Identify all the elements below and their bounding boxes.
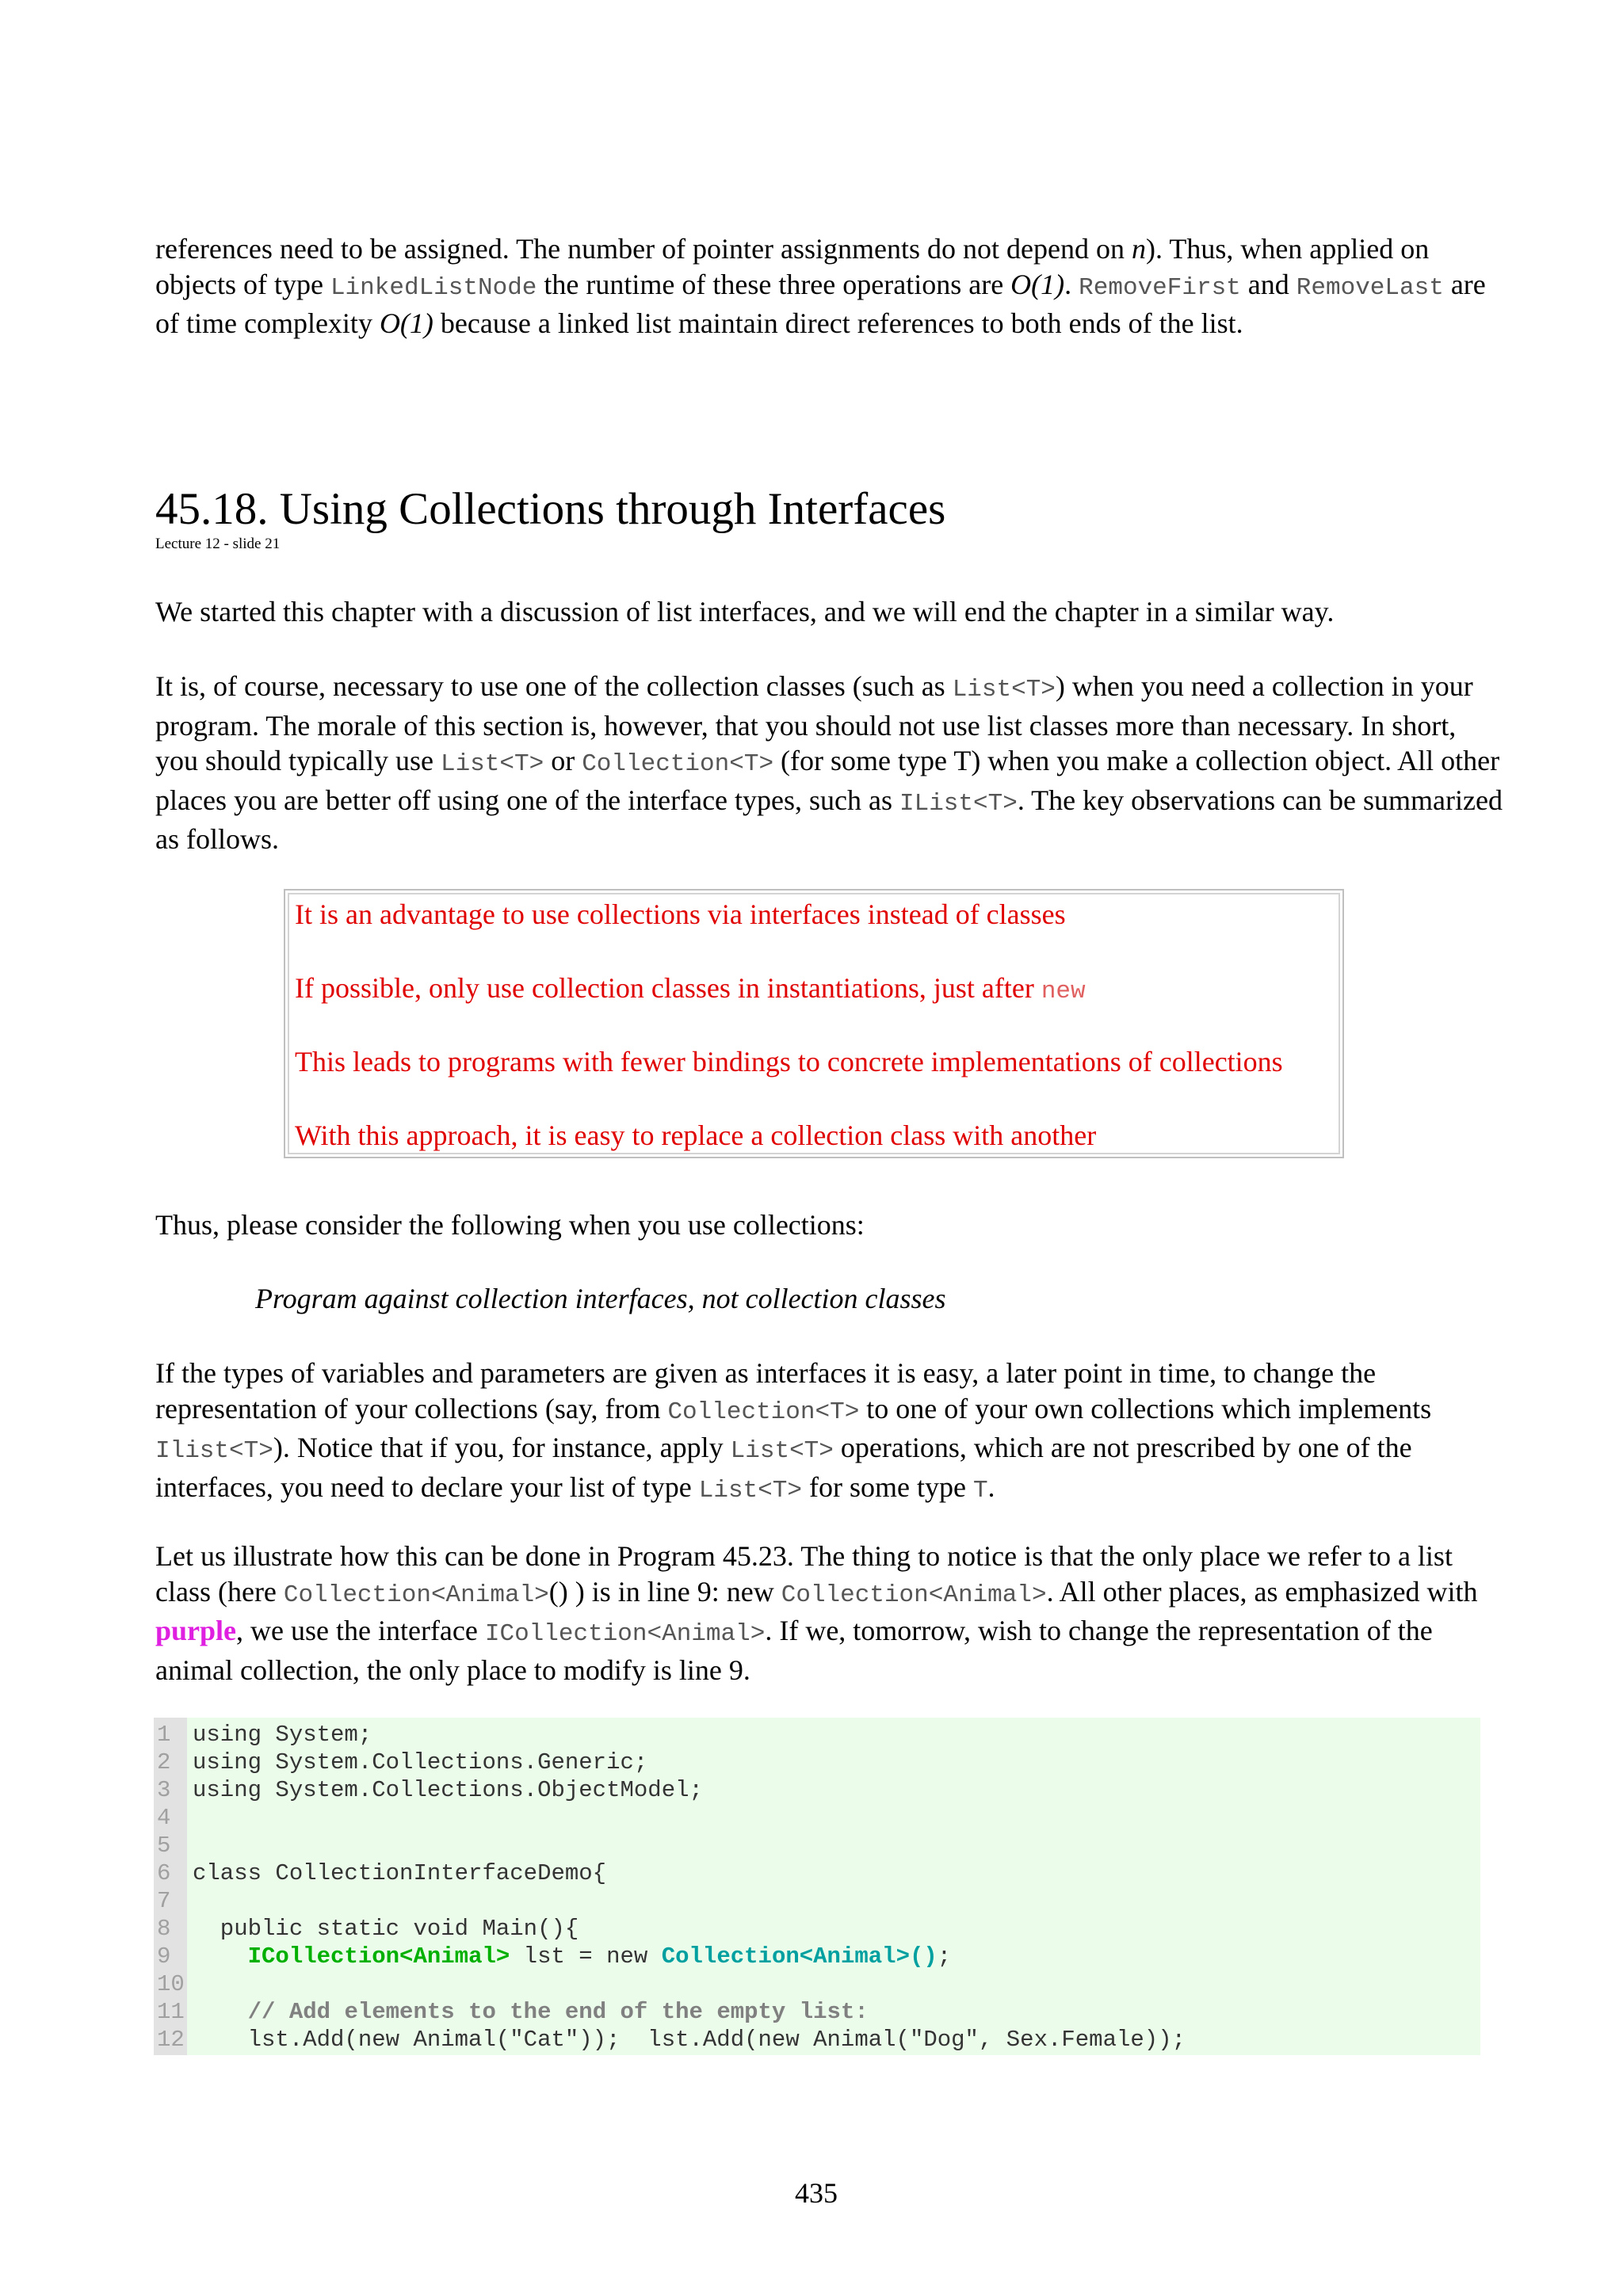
purple-emphasis: purple bbox=[155, 1615, 237, 1646]
program-listing bbox=[154, 1718, 1480, 2055]
principle-statement: Program against collection interfaces, not collection classes bbox=[255, 1283, 946, 1314]
paragraph-illustration: Let us illustrate how this can be done in Program 45.23. The thing to notice is that the only place we refer to a list class (here Collection<Animal>() ) is in line 9: new Collection<Animal>. All other places, as emphasized with purple, we use the interface ICollection<Animal>. If we, tomorrow, wish to change the representation of the animal collection, the only place to modify is line 9. bbox=[155, 1540, 1478, 1686]
inline-code: ICollection<Animal> bbox=[484, 1620, 766, 1648]
inline-code: LinkedListNode bbox=[330, 273, 537, 302]
key-point-3: This leads to programs with fewer bindings to concrete implementations of collections bbox=[295, 1046, 1283, 1077]
inline-code: Collection<Animal> bbox=[781, 1581, 1047, 1609]
code-line: 6 class CollectionInterfaceDemo{ bbox=[157, 1860, 607, 1886]
code-line: 4 bbox=[157, 1805, 171, 1831]
inline-code: new bbox=[1041, 978, 1086, 1005]
code-line: 8 public static void Main(){ bbox=[157, 1916, 579, 1942]
inline-code: T bbox=[972, 1476, 988, 1505]
paragraph-chapter-end: We started this chapter with a discussion of list interfaces, and we will end the chapter in a similar way. bbox=[155, 596, 1335, 627]
inline-code: Collection<T> bbox=[667, 1398, 860, 1426]
code-line: 1 using System; bbox=[157, 1722, 372, 1748]
code-comment: // Add elements to the end of the empty list: bbox=[247, 1999, 869, 2025]
inline-code: Ilist<T> bbox=[155, 1437, 273, 1465]
inline-code: List<T> bbox=[440, 750, 544, 778]
code-line: 3 using System.Collections.ObjectModel; bbox=[157, 1777, 703, 1803]
inline-code: List<T> bbox=[952, 676, 1056, 704]
inline-code: IList<T> bbox=[899, 789, 1018, 818]
inline-code: Collection<Animal> bbox=[283, 1581, 549, 1609]
code-line: 2 using System.Collections.Generic; bbox=[157, 1749, 648, 1775]
code-line: 9 ICollection<Animal> lst = new Collection<Animal>(); bbox=[157, 1943, 952, 1970]
interface-type-highlight: ICollection<Animal> bbox=[247, 1943, 510, 1970]
key-point-1: It is an advantage to use collections via interfaces instead of classes bbox=[295, 898, 1066, 930]
key-point-4: With this approach, it is easy to replace a collection class with another bbox=[295, 1119, 1097, 1151]
inline-code: RemoveFirst bbox=[1079, 273, 1241, 302]
code-line: 10 bbox=[157, 1971, 185, 1997]
class-type-highlight: Collection<Animal>() bbox=[661, 1943, 938, 1970]
paragraph-collection-classes: It is, of course, necessary to use one of the collection classes (such as List<T>) when you need a collection in your program. The morale of this section is, however, that you should not use list classes more than necessary. In short, you should typically use List<T> or Collection<T> (for some type T) when you make a collection object. All other places you are better off using one of the interface types, such as IList<T>. The key observations can be summarized as follows. bbox=[155, 670, 1503, 855]
inline-code: RemoveLast bbox=[1296, 273, 1444, 302]
code-line: 7 bbox=[157, 1888, 171, 1914]
key-observations-box bbox=[284, 889, 1344, 1158]
slide-reference-link[interactable]: Lecture 12 - slide 21 bbox=[155, 536, 281, 552]
page-number: 435 bbox=[795, 2177, 838, 2209]
paragraph-consider: Thus, please consider the following when you use collections: bbox=[155, 1209, 865, 1241]
inline-code: Collection<T> bbox=[582, 750, 774, 778]
inline-code: List<T> bbox=[730, 1437, 834, 1465]
section-title: 45.18. Using Collections through Interfaces bbox=[155, 484, 946, 534]
key-point-2: If possible, only use collection classes in instantiations, just after new bbox=[295, 972, 1086, 1005]
code-line: 12 lst.Add(new Animal("Cat")); lst.Add(new Animal("Dog", Sex.Female)); bbox=[157, 2027, 1186, 2053]
inline-code: List<T> bbox=[698, 1476, 802, 1505]
paragraph-interface-types: If the types of variables and parameters are given as interfaces it is easy, a later point in time, to change the representation of your collections (say, from Collection<T> to one of your own collections which implements Ilist<T>). Notice that if you, for instance, apply List<T> operations, which are not prescribed by one of the interfaces, you need to declare your list of type List<T> for some type T. bbox=[155, 1357, 1432, 1505]
code-line: 11 // Add elements to the end of the empty list: bbox=[157, 1999, 869, 2025]
intro-paragraph: references need to be assigned. The number of pointer assignments do not depend on n). Thus, when applied on objects of type LinkedListNode the runtime of these three operations are O(1). RemoveFirst and RemoveLast are of time complexity O(1) because a linked list maintain direct references to both ends of the list. bbox=[155, 233, 1486, 339]
code-line: 5 bbox=[157, 1833, 171, 1859]
